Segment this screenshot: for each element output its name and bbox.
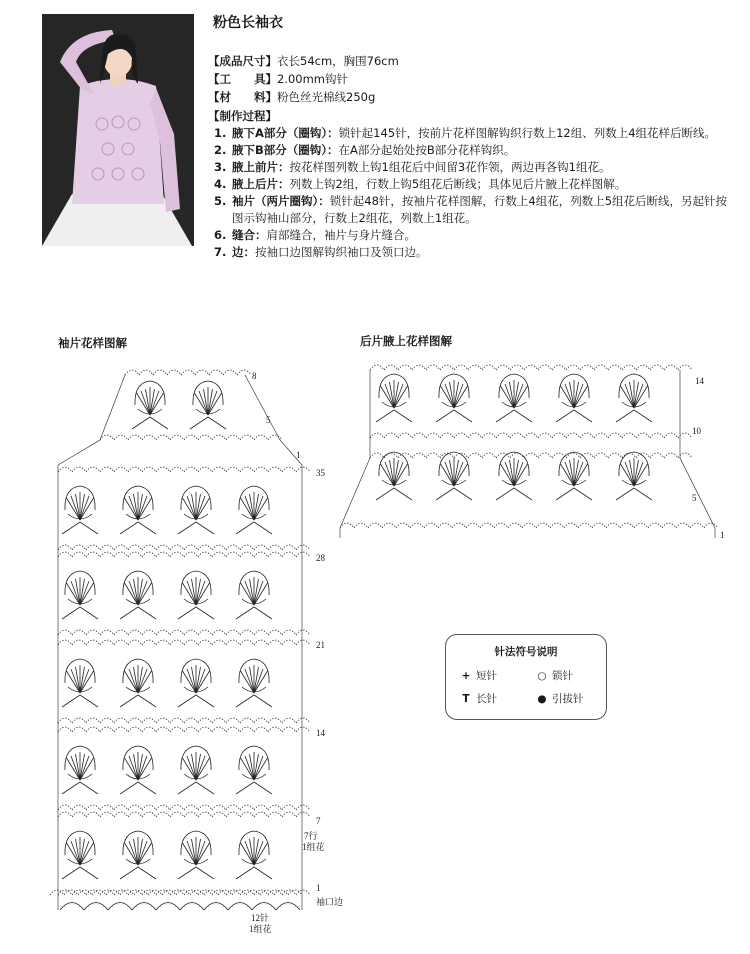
flower-motif [376, 374, 412, 422]
pattern-title: 粉色长袖衣 [213, 15, 283, 31]
cuff-scallop [228, 903, 252, 911]
flower-motif [556, 452, 592, 500]
flower-motif [236, 486, 272, 534]
step-4: 4. 腋上后片：列数上钩2组，行数上钩5组花后断线；具体见后片腋上花样图解。 [214, 177, 627, 191]
flower-motif [376, 452, 412, 500]
flower-motif [496, 374, 532, 422]
sleeve-row-label: 14 [316, 728, 325, 738]
step-1: 1. 腋下A部分（圈钩）：锁针起145针，按前片花样图解钩织行数上12组、列数上4组花样后断线。 [214, 126, 717, 140]
chain-row [58, 718, 310, 723]
model-photo [42, 14, 194, 246]
sleeve-row-label: 1 [316, 883, 321, 893]
sleeve-row-label: 35 [316, 468, 325, 478]
cuff-scallop [132, 903, 156, 911]
flower-motif [178, 746, 214, 794]
spec-tool: 【工 具】2.00mm钩针 [208, 72, 349, 86]
back-row-label: 5 [692, 493, 697, 503]
chain-row [58, 467, 310, 472]
flower-motif [178, 659, 214, 707]
back-chart-label: 后片腋上花样图解 [360, 334, 452, 348]
step-5: 5. 袖片（两片圈钩）：锁针起48针，按袖片花样图解，行数上4组花，列数上5组花后断线，另起针按图示钩袖山部分，行数上2组花，列数上1组花。 [214, 194, 728, 225]
flower-motif [616, 452, 652, 500]
step-6: 6. 缝合：肩部缝合，袖片与身片缝合。 [214, 228, 416, 242]
step-2: 2. 腋下B部分（圈钩）：在A部分起始处按B部分花样钩织。 [214, 143, 516, 157]
flower-motif [178, 571, 214, 619]
chain-row [58, 890, 310, 895]
flower-motif [132, 381, 168, 429]
chain-row [125, 370, 251, 375]
steps-heading: 【制作过程】 [208, 109, 277, 123]
back-row-label: 14 [695, 376, 704, 386]
cuff-scallop [60, 903, 84, 911]
sleeve-row-label: 5 [266, 415, 271, 425]
legend-item: ● 引拔针 [537, 692, 584, 705]
back-row-label: 1 [720, 530, 725, 540]
back-chart [330, 358, 730, 548]
spec-material: 【材 料】粉色丝光棉线250g [208, 90, 376, 104]
sleeve-chart-label: 袖片花样图解 [58, 336, 127, 350]
step-3: 3. 腋上前片：按花样图列数上钩1组花后中间留3花作领，两边再各钩1组花。 [214, 160, 611, 174]
flower-motif [556, 374, 592, 422]
bottom-label-2: 1组花 [249, 924, 272, 934]
group-rows-label-1: 7行 [304, 831, 318, 841]
sleeve-row-label: 8 [252, 371, 257, 381]
flower-motif [496, 452, 532, 500]
chain-row [58, 552, 310, 557]
back-row-label: 10 [692, 426, 701, 436]
specs-list [208, 52, 399, 106]
chain-row [58, 727, 310, 732]
chain-row [58, 545, 310, 550]
legend-item: + 短针 [461, 669, 497, 682]
flower-motif [120, 831, 156, 879]
sleeve-motifs [50, 370, 310, 910]
cuff-scallop [276, 903, 300, 911]
flower-motif [120, 571, 156, 619]
flower-motif [120, 659, 156, 707]
group-rows-label-2: 1组花 [302, 842, 325, 852]
back-edge [680, 370, 715, 538]
cuff-scallop [180, 903, 204, 911]
chain-row [100, 435, 282, 440]
cuff-scallop [252, 903, 276, 911]
sleeve-edge [58, 375, 125, 910]
cuff-scallop [84, 903, 108, 911]
chain-row [370, 453, 692, 458]
chain-row [370, 365, 692, 370]
stitch-legend [445, 634, 607, 720]
flower-motif [178, 831, 214, 879]
steps-section [208, 108, 738, 261]
step-7: 7. 边：按袖口边图解钩织袖口及领口边。 [214, 245, 428, 259]
sleeve-row-label: 1 [296, 450, 301, 460]
chain-row [370, 433, 692, 438]
legend-title: 针法符号说明 [494, 646, 558, 658]
chain-row [58, 640, 310, 645]
flower-motif [236, 659, 272, 707]
chain-row [58, 812, 310, 817]
flower-motif [616, 374, 652, 422]
flower-motif [236, 831, 272, 879]
sleeve-row-label: 28 [316, 553, 325, 563]
spec-size: 【成品尺寸】衣长54cm，胸围76cm [208, 54, 399, 68]
flower-motif [120, 486, 156, 534]
flower-motif [62, 659, 98, 707]
legend-item: ○ 锁针 [537, 669, 573, 682]
chain-row [340, 523, 718, 528]
back-motifs [340, 365, 718, 538]
flower-motif [178, 486, 214, 534]
flower-motif [120, 746, 156, 794]
sleeve-edge [245, 375, 302, 910]
back-edge [340, 370, 370, 538]
flower-motif [436, 374, 472, 422]
sleeve-chart [40, 355, 344, 940]
bottom-label-1: 12针 [251, 913, 270, 923]
sleeve-row-label: 7 [316, 816, 321, 826]
flower-motif [436, 452, 472, 500]
cuff-scallop [156, 903, 180, 911]
flower-motif [62, 486, 98, 534]
cuff-scallop [204, 903, 228, 911]
flower-motif [62, 571, 98, 619]
cuff-scallop [108, 903, 132, 911]
flower-motif [236, 746, 272, 794]
flower-motif [236, 571, 272, 619]
sleeve-row-label: 21 [316, 640, 325, 650]
legend-item: T 长针 [462, 692, 497, 705]
sleeve-cuff-label: 袖口边 [316, 897, 344, 907]
flower-motif [190, 381, 226, 429]
flower-motif [62, 746, 98, 794]
flower-motif [62, 831, 98, 879]
chain-row [58, 630, 310, 635]
chain-row [58, 805, 310, 810]
